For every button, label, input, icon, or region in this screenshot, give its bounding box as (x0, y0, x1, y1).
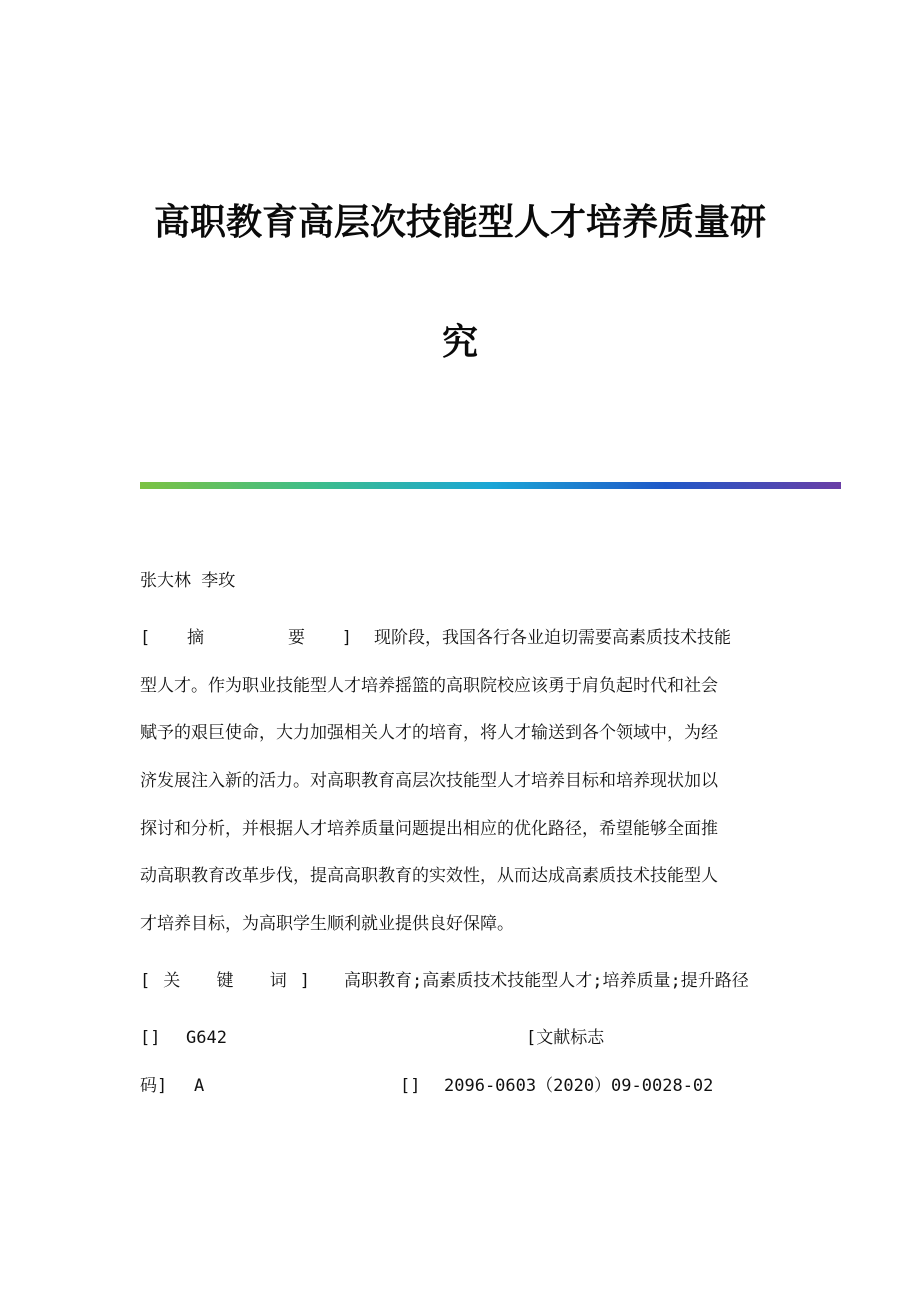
keywords-text: 高职教育;高素质技术技能型人才;培养质量;提升路径 (344, 971, 749, 991)
article-number: 2096-0603（2020）09-0028-02 (444, 1076, 714, 1096)
abstract-line-2: 型人才。作为职业技能型人才培养摇篮的高职院校应该勇于肩负起时代和社会 (140, 676, 718, 696)
keywords-label: [关 键 词] (140, 971, 310, 991)
abstract-line-1 (140, 626, 780, 650)
doc-label-open: [文献标志 (526, 1028, 605, 1048)
document-title-line-2: 究 (441, 321, 478, 363)
gradient-divider (140, 482, 841, 489)
abstract-line-4: 济发展注入新的活力。对高职教育高层次技能型人才培养目标和培养现状加以 (140, 771, 718, 791)
abstract-line-6: 动高职教育改革步伐，提高高职教育的实效性，从而达成高素质技术技能型人 (140, 866, 718, 886)
classification-code: G642 (186, 1028, 227, 1048)
abstract-line-7: 才培养目标，为高职学生顺利就业提供良好保障。 (140, 914, 514, 934)
article-bracket: [] (400, 1076, 421, 1096)
abstract-line-5: 探讨和分析，并根据人才培养质量问题提出相应的优化路径，希望能够全面推 (140, 819, 718, 839)
abstract-line-3: 赋予的艰巨使命，大力加强相关人才的培育，将人才输送到各个领域中，为经 (140, 723, 718, 743)
abstract-label: [摘 要] (140, 628, 352, 648)
keywords-line (140, 969, 749, 993)
abstract-text-1: 现阶段，我国各行各业迫切需要高素质技术技能 (374, 628, 731, 648)
document-title-line-1: 高职教育高层次技能型人才培养质量研 (153, 201, 766, 243)
classification-bracket: [] (140, 1028, 161, 1048)
doc-label-close: 码] (140, 1076, 168, 1096)
doc-code: A (194, 1076, 205, 1096)
authors: 张大林 李玫 (140, 571, 236, 591)
